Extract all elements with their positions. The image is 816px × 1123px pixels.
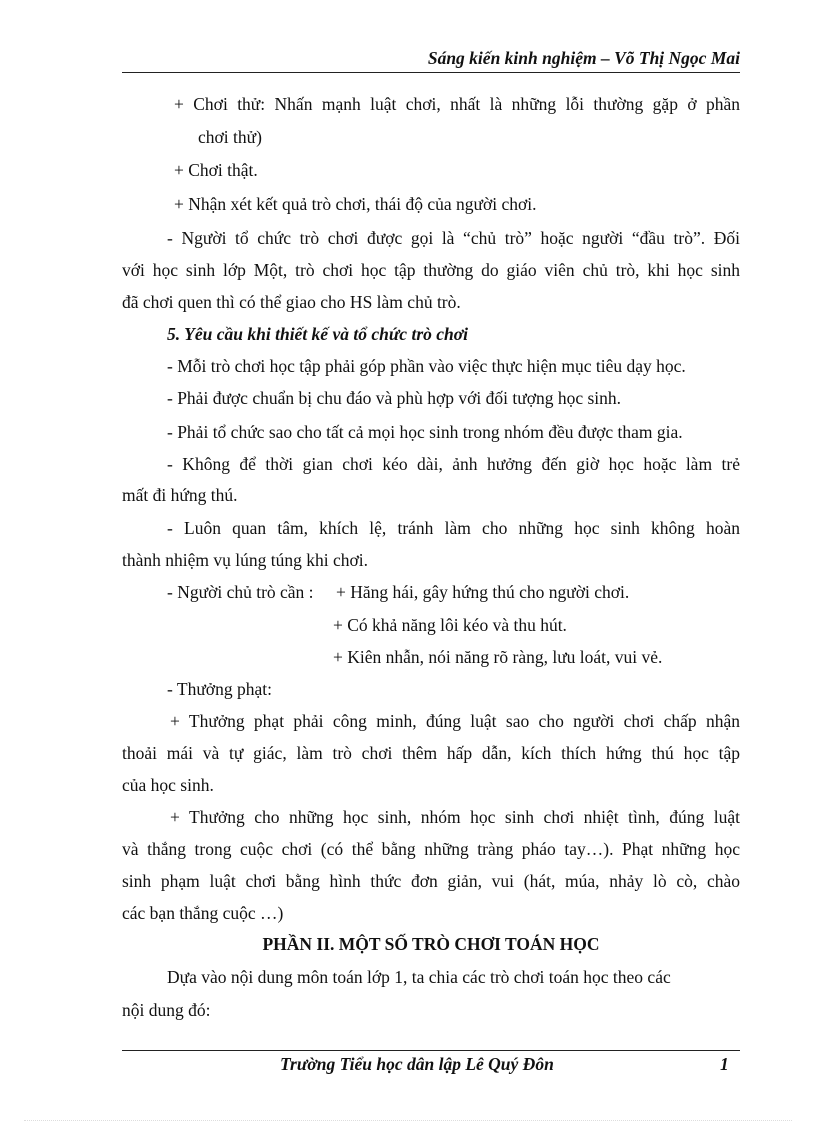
body-line: + Kiên nhẫn, nói năng rõ ràng, lưu loát, vui vẻ. bbox=[333, 647, 663, 667]
body-line: sinh phạm luật chơi bằng hình thức đơn giản, vui (hát, múa, nhảy lò cò, chào bbox=[122, 871, 740, 891]
body-line: - Thưởng phạt: bbox=[167, 679, 272, 699]
body-line: Dựa vào nội dung môn toán lớp 1, ta chia các trò chơi toán học theo các bbox=[167, 967, 671, 987]
body-line: và thắng trong cuộc chơi (có thể bằng những tràng pháo tay…). Phạt những học bbox=[122, 839, 740, 859]
page-bottom-edge bbox=[24, 1120, 792, 1121]
body-line: - Luôn quan tâm, khích lệ, tránh làm cho những học sinh không hoàn bbox=[167, 518, 740, 538]
body-line: + Thưởng cho những học sinh, nhóm học sinh chơi nhiệt tình, đúng luật bbox=[170, 807, 740, 827]
footer-rule bbox=[122, 1050, 740, 1051]
footer-school: Trường Tiểu học dân lập Lê Quý Đôn bbox=[280, 1054, 554, 1074]
section-heading: 5. Yêu cầu khi thiết kế và tổ chức trò chơi bbox=[167, 324, 469, 344]
page-number: 1 bbox=[720, 1054, 729, 1074]
body-line: + Nhận xét kết quả trò chơi, thái độ của người chơi. bbox=[174, 194, 537, 214]
body-line: + Thưởng phạt phải công minh, đúng luật sao cho người chơi chấp nhận bbox=[170, 711, 740, 731]
body-line: + Chơi thử: Nhấn mạnh luật chơi, nhất là những lỗi thường gặp ở phần bbox=[174, 94, 740, 114]
body-line: - Phải được chuẩn bị chu đáo và phù hợp với đối tượng học sinh. bbox=[167, 388, 622, 408]
body-line: mất đi hứng thú. bbox=[122, 485, 238, 505]
body-line: - Phải tổ chức sao cho tất cả mọi học sinh trong nhóm đều được tham gia. bbox=[167, 422, 683, 442]
body-line: - Người tổ chức trò chơi được gọi là “chủ trò” hoặc người “đầu trò”. Đối bbox=[167, 228, 740, 248]
body-line: nội dung đó: bbox=[122, 1000, 211, 1020]
part-heading: PHẦN II. MỘT SỐ TRÒ CHƠI TOÁN HỌC bbox=[262, 934, 600, 954]
body-line: thoải mái và tự giác, làm trò chơi thêm hấp dẫn, kích thích hứng thú học tập bbox=[122, 743, 740, 763]
body-line: của học sinh. bbox=[122, 775, 214, 795]
body-line: - Mỗi trò chơi học tập phải góp phần vào việc thực hiện mục tiêu dạy học. bbox=[167, 356, 686, 376]
body-line: với học sinh lớp Một, trò chơi học tập thường do giáo viên chủ trò, khi học sinh bbox=[122, 260, 740, 280]
header-title: Sáng kiến kinh nghiệm – Võ Thị Ngọc Mai bbox=[427, 48, 740, 68]
body-line: + Có khả năng lôi kéo và thu hút. bbox=[333, 615, 567, 635]
body-line: thành nhiệm vụ lúng túng khi chơi. bbox=[122, 550, 368, 570]
page-header bbox=[122, 48, 740, 72]
body-line: + Chơi thật. bbox=[174, 160, 258, 180]
body-line: đã chơi quen thì có thể giao cho HS làm chủ trò. bbox=[122, 292, 461, 312]
body-line: + Hăng hái, gây hứng thú cho người chơi. bbox=[336, 582, 630, 602]
header-rule bbox=[122, 72, 740, 73]
body-line: các bạn thắng cuộc …) bbox=[122, 903, 284, 923]
body-line: - Không để thời gian chơi kéo dài, ảnh hưởng đến giờ học hoặc làm trẻ bbox=[167, 454, 740, 474]
body-line: - Người chủ trò cần : bbox=[167, 582, 314, 602]
body-line: chơi thử) bbox=[198, 127, 262, 147]
